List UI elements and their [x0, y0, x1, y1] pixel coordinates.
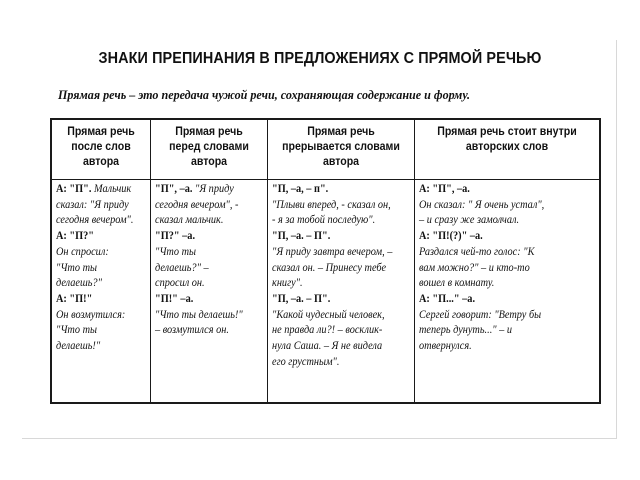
- column-header: [276, 125, 407, 170]
- column-inside-author: [414, 120, 599, 402]
- cell-line: [155, 308, 255, 324]
- column-header-line: перед словами: [169, 141, 249, 153]
- example-text: сказал: "Я приду: [56, 198, 129, 211]
- cell-line: [155, 198, 255, 214]
- page-title: ЗНАКИ ПРЕПИНАНИЯ В ПРЕДЛОЖЕНИЯХ С ПРЯМОЙ РЕЧЬЮ: [98, 50, 542, 67]
- cell-line: [56, 198, 140, 214]
- column-after-author: [52, 120, 150, 402]
- cell-line: [272, 276, 400, 292]
- cell-line: [272, 182, 400, 198]
- cell-line: [419, 213, 582, 229]
- cell-line: [56, 323, 140, 339]
- example-text: "Плыви вперед, - сказал он,: [272, 198, 391, 211]
- cell-line: [272, 213, 400, 229]
- column-header-line: автора: [82, 156, 120, 168]
- punctuation-scheme: А: "П", –а.: [419, 183, 470, 195]
- cell-line: [56, 261, 140, 277]
- cell-line: [419, 245, 582, 261]
- column-body: [155, 182, 264, 339]
- example-text: "Что ты: [56, 324, 97, 337]
- example-text: его грустным".: [272, 355, 340, 368]
- column-header-line: автора: [190, 156, 228, 168]
- cell-line: [272, 339, 400, 355]
- punctuation-scheme: "П!" –а.: [155, 292, 194, 305]
- column-body: [419, 182, 596, 355]
- cell-line: [419, 229, 582, 245]
- cell-line: [272, 323, 400, 339]
- cell-line: [419, 292, 582, 308]
- cell-line: [155, 229, 255, 245]
- example-text: вам можно?" – и кто-то: [419, 261, 530, 274]
- example-text: делаешь?" –: [155, 261, 209, 274]
- example-text: Мальчик: [91, 183, 132, 195]
- cell-line: [56, 229, 140, 245]
- example-text: Он возмутился:: [56, 308, 126, 321]
- cell-line: [419, 276, 582, 292]
- column-header: [424, 125, 590, 155]
- cell-line: [56, 292, 140, 308]
- column-header-line: Прямая речь: [307, 126, 375, 138]
- example-text: теперь дунуть..." – и: [419, 324, 513, 337]
- cell-line: [272, 261, 400, 277]
- example-text: – и сразу же замолчал.: [419, 214, 520, 227]
- punctuation-scheme: "П, –а, – п".: [272, 183, 329, 195]
- cell-line: [155, 276, 255, 292]
- example-text: делаешь?": [56, 277, 102, 290]
- cell-line: [272, 198, 400, 214]
- cell-line: [419, 261, 582, 277]
- cell-line: [155, 292, 255, 308]
- cell-line: [56, 339, 140, 355]
- example-text: Он спросил:: [56, 245, 109, 258]
- column-interrupted: [267, 120, 414, 402]
- cell-line: [155, 323, 255, 339]
- example-text: делаешь!": [56, 340, 101, 353]
- example-text: "Что ты: [56, 261, 97, 274]
- column-header: [58, 125, 144, 170]
- column-header-line: после слов: [71, 141, 131, 153]
- example-text: Раздался чей-то голос: "К: [419, 245, 535, 258]
- example-text: вошел в комнату.: [419, 277, 495, 290]
- example-text: сегодня вечером".: [56, 214, 134, 227]
- punctuation-scheme: А: "П!(?)" –а.: [419, 230, 483, 243]
- column-header-line: авторских слов: [465, 141, 549, 153]
- example-text: "Что ты делаешь!": [155, 308, 243, 321]
- column-header-line: Прямая речь: [175, 126, 243, 138]
- cell-line: [419, 339, 582, 355]
- example-text: сказал мальчик.: [155, 214, 224, 227]
- example-text: спросил он.: [155, 277, 205, 290]
- example-text: книгу".: [272, 277, 303, 290]
- cell-line: [56, 213, 140, 229]
- example-text: Он сказал: " Я очень устал",: [419, 198, 545, 211]
- cell-line: [419, 198, 582, 214]
- cell-line: [155, 182, 255, 198]
- punctuation-scheme: "П, –а. – П".: [272, 230, 331, 243]
- cell-line: [419, 323, 582, 339]
- example-text: "Какой чудесный человек,: [272, 308, 385, 321]
- punctuation-scheme: А: "П".: [56, 183, 92, 195]
- example-text: не правда ли?! – восклик-: [272, 324, 383, 337]
- cell-line: [272, 355, 400, 371]
- cell-line: [272, 229, 400, 245]
- punctuation-scheme: "П", –а.: [155, 183, 193, 195]
- example-text: Сергей говорит: "Ветру бы: [419, 308, 542, 321]
- column-header-line: прерывается словами: [282, 141, 400, 153]
- cell-line: [56, 245, 140, 261]
- cell-line: [155, 261, 255, 277]
- column-before-author: [150, 120, 267, 402]
- column-header-line: автора: [322, 156, 360, 168]
- cell-line: [155, 213, 255, 229]
- cell-line: [56, 182, 140, 198]
- cell-line: [272, 245, 400, 261]
- example-text: "Я приду завтра вечером, –: [272, 245, 393, 258]
- column-header-line: Прямая речь стоит внутри: [437, 126, 577, 138]
- punctuation-scheme: А: "П?": [56, 230, 95, 243]
- cell-line: [155, 245, 255, 261]
- punctuation-scheme: "П, –а. – П".: [272, 292, 331, 305]
- definition-text: Прямая речь – это передача чужой речи, сохраняющая содержание и форму.: [58, 87, 470, 102]
- example-text: - я за тобой последую".: [272, 214, 376, 227]
- cell-line: [419, 308, 582, 324]
- punctuation-scheme: А: "П..." –а.: [419, 292, 476, 305]
- column-header: [157, 125, 260, 170]
- rules-table: [50, 118, 601, 404]
- example-text: нула Саша. – Я не видела: [272, 340, 383, 353]
- cell-line: [56, 276, 140, 292]
- punctuation-scheme: "П?" –а.: [155, 230, 196, 243]
- column-body: [272, 182, 411, 370]
- example-text: сказал он. – Принесу тебе: [272, 261, 387, 274]
- cell-line: [272, 292, 400, 308]
- cell-line: [272, 308, 400, 324]
- column-header-line: Прямая речь: [67, 126, 135, 138]
- example-text: "Я приду: [192, 183, 234, 195]
- column-body: [56, 182, 147, 355]
- punctuation-scheme: А: "П!": [56, 292, 93, 305]
- example-text: отвернулся.: [419, 340, 472, 353]
- cell-line: [419, 182, 582, 198]
- example-text: сегодня вечером", -: [155, 198, 239, 211]
- example-text: "Что ты: [155, 245, 196, 258]
- cell-line: [56, 308, 140, 324]
- example-text: – возмутился он.: [155, 324, 229, 337]
